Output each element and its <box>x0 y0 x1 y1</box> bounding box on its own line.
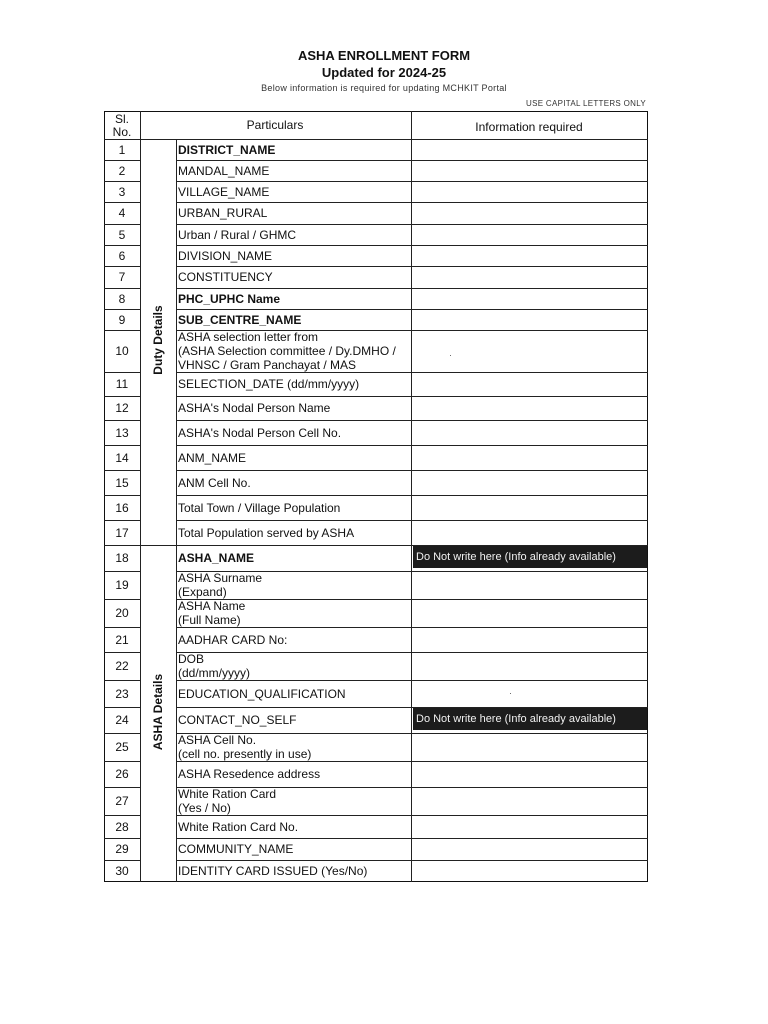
table-rule <box>104 733 140 734</box>
table-rule <box>104 288 140 289</box>
table-rule <box>104 160 140 161</box>
stray-mark: · <box>449 350 452 360</box>
section-asha-details: ASHA Details <box>151 673 165 751</box>
table-rule <box>176 288 648 289</box>
info-field[interactable] <box>412 628 647 652</box>
row-particular-label: (cell no. presently in use) <box>178 747 312 761</box>
row-particular-label: ASHA selection letter from <box>178 330 319 344</box>
info-field[interactable] <box>412 310 647 330</box>
table-rule <box>411 111 412 882</box>
table-rule <box>176 652 648 653</box>
table-rule <box>104 545 648 546</box>
row-serial-number: 25 <box>115 740 129 754</box>
row-serial-number: 16 <box>115 500 129 515</box>
info-field <box>412 546 647 571</box>
info-field[interactable] <box>412 397 647 420</box>
table-rule <box>140 111 141 882</box>
table-rule <box>104 470 140 471</box>
row-serial-number: 13 <box>115 425 129 440</box>
capital-letters-note: USE CAPITAL LETTERS ONLY <box>526 99 646 108</box>
form-subtitle: Updated for 2024-25 <box>321 65 447 80</box>
info-field[interactable] <box>412 203 647 224</box>
info-field[interactable] <box>412 816 647 838</box>
table-rule <box>176 571 648 572</box>
row-particular-label: CONSTITUENCY <box>178 270 273 284</box>
row-particular-label: MANDAL_NAME <box>178 163 270 178</box>
table-rule <box>104 707 140 708</box>
info-field[interactable] <box>412 471 647 495</box>
row-serial-number: 28 <box>115 819 129 834</box>
row-particular-label: URBAN_RURAL <box>178 206 268 220</box>
table-rule <box>176 627 648 628</box>
table-rule <box>104 445 140 446</box>
table-rule <box>104 520 140 521</box>
row-serial-number: 20 <box>115 606 129 620</box>
row-serial-number: 12 <box>115 401 129 415</box>
row-particular-label: DISTRICT_NAME <box>178 142 276 157</box>
table-rule <box>104 815 140 816</box>
header-particulars: Particulars <box>246 118 304 132</box>
row-particular-label: VILLAGE_NAME <box>178 184 270 199</box>
info-field[interactable] <box>412 572 647 599</box>
row-particular-label: SUB_CENTRE_NAME <box>178 312 302 327</box>
table-rule <box>176 309 648 310</box>
table-rule <box>104 860 140 861</box>
row-particular-label: (Yes / No) <box>178 801 231 815</box>
header-sl-no <box>104 113 140 139</box>
row-particular-label: (ASHA Selection committee / Dy.DMHO / <box>178 344 396 358</box>
table-rule <box>104 599 140 600</box>
table-rule <box>176 761 648 762</box>
info-field[interactable] <box>412 225 647 245</box>
info-field <box>412 708 647 733</box>
table-rule <box>176 815 648 816</box>
table-rule <box>104 309 140 310</box>
info-field[interactable] <box>412 246 647 266</box>
row-serial-number: 21 <box>115 632 129 647</box>
row-particular-label: Total Town / Village Population <box>178 500 341 515</box>
table-rule <box>176 680 648 681</box>
table-rule <box>176 470 648 471</box>
row-particular-label: ANM Cell No. <box>178 475 251 490</box>
row-serial-number: 11 <box>115 377 129 391</box>
table-rule <box>104 761 140 762</box>
table-rule <box>104 372 140 373</box>
header-sl-no-text: Sl. No. <box>112 112 132 139</box>
table-rule <box>176 520 648 521</box>
info-field[interactable] <box>412 681 647 707</box>
row-serial-number: 7 <box>118 270 126 284</box>
header-information-required: Information required <box>475 120 583 134</box>
row-particular-label: Total Population served by ASHA <box>178 525 355 540</box>
row-particular-label: COMMUNITY_NAME <box>178 842 294 856</box>
table-rule <box>104 652 140 653</box>
table-rule <box>104 396 140 397</box>
row-particular-label: Urban / Rural / GHMC <box>178 227 297 242</box>
table-rule <box>104 680 140 681</box>
info-field[interactable] <box>412 496 647 520</box>
info-field[interactable] <box>412 373 647 396</box>
row-particular-label: (Full Name) <box>178 613 241 627</box>
info-field[interactable] <box>412 331 647 372</box>
table-rule <box>104 245 140 246</box>
row-particular-label: White Ration Card <box>178 787 277 801</box>
row-particular-label: DOB <box>178 652 205 666</box>
table-rule <box>176 160 648 161</box>
row-serial-number: 26 <box>115 767 129 781</box>
row-particular-label: ASHA Cell No. <box>178 733 257 747</box>
row-serial-number: 22 <box>115 659 129 673</box>
table-rule <box>104 627 140 628</box>
row-particular-label: EDUCATION_QUALIFICATION <box>178 686 346 701</box>
row-serial-number: 1 <box>118 142 126 157</box>
info-field[interactable] <box>412 600 647 627</box>
table-rule <box>176 266 648 267</box>
row-particular-label: ASHA_NAME <box>178 551 255 565</box>
info-field[interactable] <box>412 289 647 309</box>
table-rule <box>176 599 648 600</box>
row-particular-label: AADHAR CARD No: <box>178 632 288 647</box>
info-field[interactable] <box>412 521 647 545</box>
info-field[interactable] <box>412 140 647 160</box>
row-particular-label: PHC_UPHC Name <box>178 291 281 306</box>
row-particular-label: ANM_NAME <box>178 450 247 465</box>
table-rule <box>176 372 648 373</box>
row-serial-number: 10 <box>115 344 129 358</box>
table-rule <box>176 733 648 734</box>
do-not-write-banner: Do Not write here (Info already available) <box>413 546 647 568</box>
table-rule <box>104 181 140 182</box>
row-particular-label: CONTACT_NO_SELF <box>178 713 297 727</box>
row-serial-number: 19 <box>115 578 129 592</box>
row-serial-number: 23 <box>115 686 129 701</box>
info-field[interactable] <box>412 421 647 445</box>
info-field[interactable] <box>412 788 647 815</box>
row-serial-number: 6 <box>118 248 126 263</box>
info-field[interactable] <box>412 161 647 181</box>
row-particular-label: White Ration Card No. <box>178 819 299 834</box>
table-rule <box>176 860 648 861</box>
row-serial-number: 27 <box>115 794 129 808</box>
row-serial-number: 30 <box>115 864 129 878</box>
form-instruction: Below information is required for updating MCHKIT Portal <box>261 83 507 93</box>
table-rule <box>104 139 648 140</box>
row-serial-number: 29 <box>115 842 129 856</box>
table-rule <box>176 396 648 397</box>
table-rule <box>104 495 140 496</box>
table-rule <box>176 139 177 882</box>
row-serial-number: 9 <box>118 312 126 327</box>
row-serial-number: 5 <box>118 227 126 242</box>
row-particular-label: ASHA Name <box>178 599 246 613</box>
row-serial-number: 17 <box>115 525 129 540</box>
row-serial-number: 3 <box>118 184 126 199</box>
do-not-write-banner: Do Not write here (Info already available) <box>413 708 647 730</box>
row-serial-number: 14 <box>115 450 129 465</box>
row-serial-number: 24 <box>115 713 129 727</box>
info-field[interactable] <box>412 762 647 787</box>
stray-mark: · <box>509 688 512 698</box>
table-rule <box>104 266 140 267</box>
section-duty-details: Duty Details <box>151 305 165 375</box>
row-particular-label: ASHA Surname <box>178 571 263 585</box>
info-field[interactable] <box>412 446 647 470</box>
table-rule <box>176 707 648 708</box>
table-rule <box>176 181 648 182</box>
row-particular-label: SELECTION_DATE (dd/mm/yyyy) <box>178 377 360 391</box>
row-particular-label: (dd/mm/yyyy) <box>178 666 250 680</box>
row-serial-number: 2 <box>118 163 126 178</box>
row-particular-label: ASHA's Nodal Person Name <box>178 401 331 415</box>
form-title: ASHA ENROLLMENT FORM <box>297 48 471 63</box>
row-particular-label: ASHA Resedence address <box>178 767 321 781</box>
table-rule <box>176 224 648 225</box>
row-serial-number: 18 <box>115 551 129 565</box>
info-field[interactable] <box>412 182 647 202</box>
row-particular-label: ASHA's Nodal Person Cell No. <box>178 425 342 440</box>
info-field[interactable] <box>412 653 647 680</box>
row-particular-label: VHNSC / Gram Panchayat / MAS <box>178 358 357 372</box>
table-rule <box>104 330 140 331</box>
row-serial-number: 8 <box>118 291 126 306</box>
table-rule <box>176 330 648 331</box>
info-field[interactable] <box>412 861 647 882</box>
table-rule <box>176 787 648 788</box>
table-rule <box>176 838 648 839</box>
row-serial-number: 15 <box>115 475 129 490</box>
table-rule <box>104 202 140 203</box>
row-particular-label: DIVISION_NAME <box>178 248 273 263</box>
row-particular-label: IDENTITY CARD ISSUED (Yes/No) <box>178 864 368 878</box>
table-rule <box>104 787 140 788</box>
table-rule <box>176 202 648 203</box>
row-serial-number: 4 <box>118 206 126 220</box>
info-field[interactable] <box>412 267 647 288</box>
table-rule <box>104 838 140 839</box>
table-rule <box>176 445 648 446</box>
table-rule <box>176 495 648 496</box>
info-field[interactable] <box>412 839 647 860</box>
table-rule <box>104 571 140 572</box>
table-rule <box>104 224 140 225</box>
table-rule <box>176 245 648 246</box>
table-rule <box>104 420 140 421</box>
info-field[interactable] <box>412 734 647 761</box>
table-rule <box>176 420 648 421</box>
row-particular-label: (Expand) <box>178 585 227 599</box>
